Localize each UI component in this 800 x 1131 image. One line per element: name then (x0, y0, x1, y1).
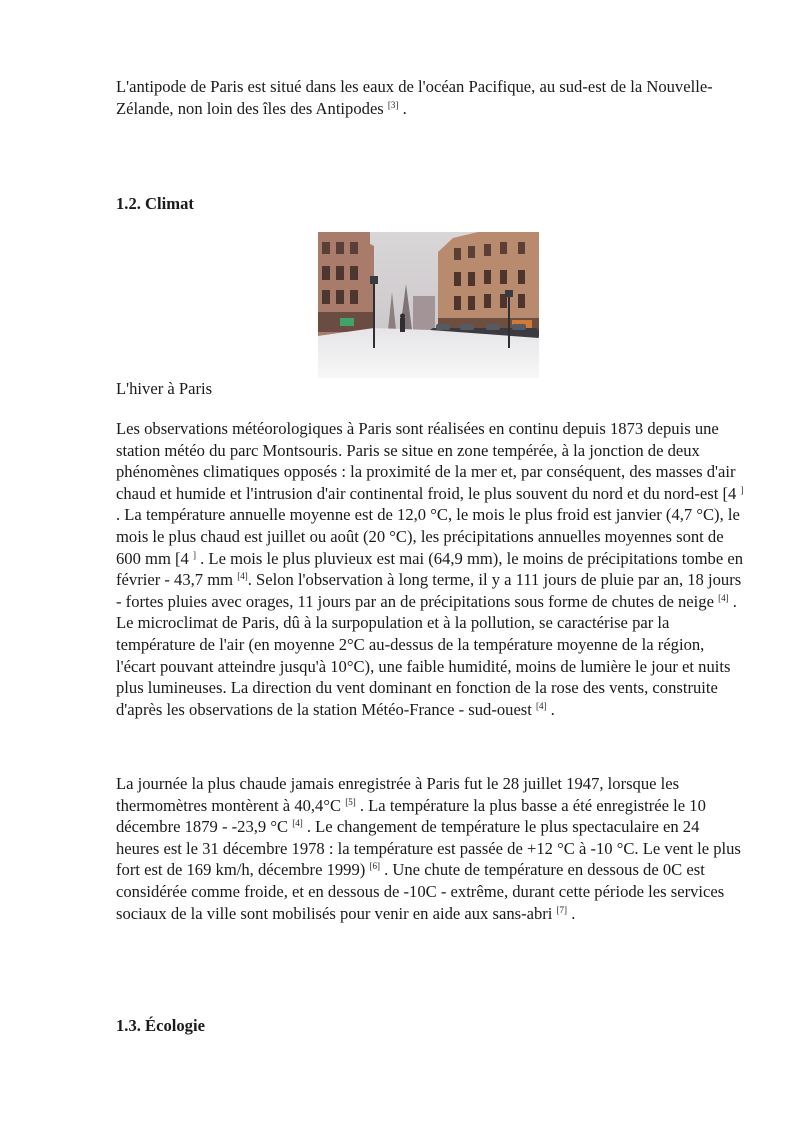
citation-5[interactable]: [5] (345, 796, 356, 807)
intro-paragraph: L'antipode de Paris est situé dans les eaux de l'océan Pacifique, au sud-est de la Nouvelle-Zélande, non loin des îles des Antipodes [3] . (116, 77, 713, 118)
section-heading-ecologie: 1.3. Écologie (116, 1016, 205, 1035)
citation-3[interactable]: [3] (387, 99, 399, 110)
citation-4[interactable]: [4] (536, 700, 547, 711)
photo-caption: L'hiver à Paris (116, 379, 213, 398)
citation-7[interactable]: [7] (556, 904, 568, 915)
winter-paris-photo (318, 232, 539, 378)
citation-4[interactable]: ] (740, 484, 744, 495)
citation-4[interactable]: [4] (237, 571, 248, 582)
climate-paragraph-1: Les observations météorologiques à Paris sont réalisées en continu depuis 1873 depuis une station météo du parc Montsouris. Paris se situe en zone tempérée, à la jonction de deux phénomènes climatiques opposés : la proximité de la mer et, par conséquent, des masses d'air chaud et humide et l'intrusion d'air continental froid, le plus souvent du nord et du nord-est [4 ] . La température annuelle moyenne est de 12,0 °C, le mois le plus froid est janvier (4,7 °C), le mois le plus chaud est juillet ou août (20 °C), les précipitations annuelles moyennes sont de 600 mm [4 ] . Le mois le plus pluvieux est mai (64,9 mm), le moins de précipitations tombe en février - 43,7 mm [4]. Selon l'observation à long terme, il y a 111 jours de pluie par an, 18 jours - fortes pluies avec orages, 11 jours par an de précipitations sous forme de chutes de neige [4] . Le microclimat de Paris, dû à la surpopulation et à la pollution, se caractérise par la température de l'air (en moyenne 2°C au-dessus de la température moyenne de la région, l'écart pouvant atteindre jusqu'à 10°C), une faible humidité, moins de lumière le jour et nuits plus lumineuses. La direction du vent dominant en fonction de la rose des vents, construite d'après les observations de la station Météo-France - sud-ouest [4] . (116, 419, 744, 719)
winter-street-image (318, 232, 539, 378)
citation-4[interactable]: [4] (718, 592, 729, 603)
section-heading-climat: 1.2. Climat (116, 194, 194, 213)
climate-paragraph-2: La journée la plus chaude jamais enregistrée à Paris fut le 28 juillet 1947, lorsque les thermomètres montèrent à 40,4°C [5] . La température la plus basse a été enregistrée le 10 décembre 1879 - -23,9 °C [4] . Le changement de température le plus spectaculaire en 24 heures est le 31 décembre 1978 : la température est passée de +12 °C à -10 °C. Le vent le plus fort est de 169 km/h, décembre 1999) [6] . Une chute de température en dessous de 0C est considérée comme froide, et en dessous de -10C - extrême, durant cette période les services sociaux de la ville sont mobilisés pour venir en aide aux sans-abri [7] . (116, 774, 741, 923)
citation-4[interactable]: [4] (292, 818, 303, 829)
citation-4[interactable]: ] (192, 549, 196, 560)
citation-6[interactable]: [6] (369, 861, 380, 872)
